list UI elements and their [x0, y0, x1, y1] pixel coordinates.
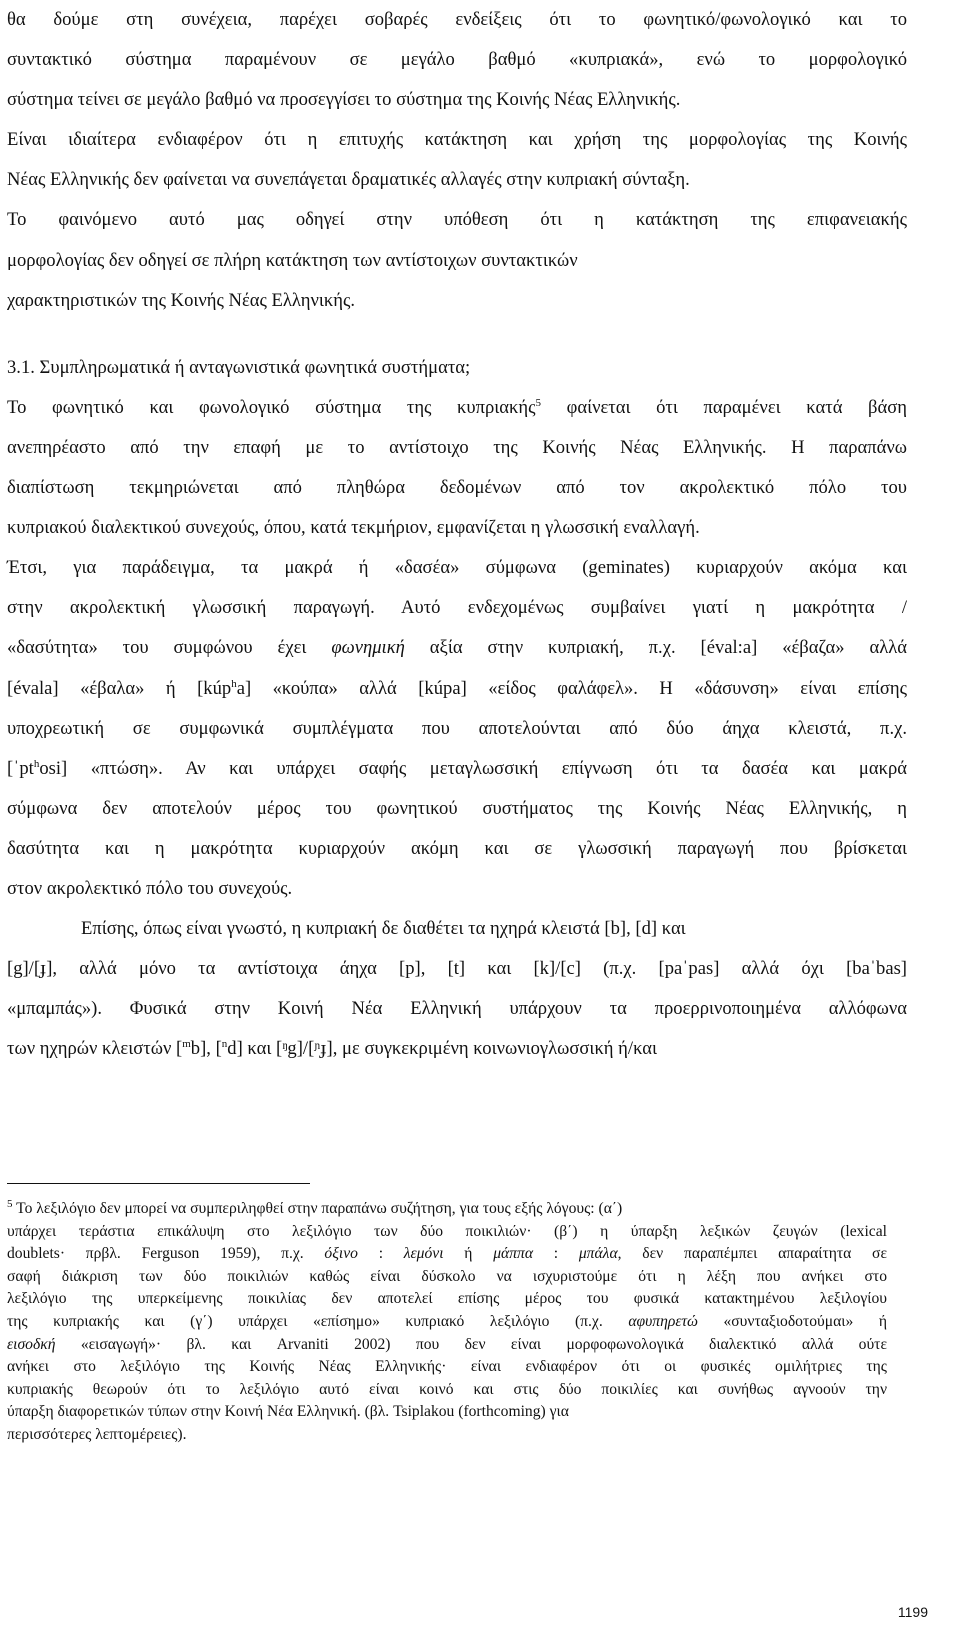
- footnote-ref[interactable]: 5: [535, 396, 541, 409]
- text-line: στον ακρολεκτικό πόλο του συνεχούς.: [7, 877, 293, 899]
- footnote-line: ύπαρξη διαφορετικών τύπων στην Κοινή Νέα Ελληνική. (βλ. Tsiplakou (forthcoming) για: [7, 1403, 569, 1421]
- text-line: κυπριακού διαλεκτικού συνεχούς, όπου, κατά τεκμήριον, εμφανίζεται η γλωσσική εναλλαγή.: [7, 517, 700, 539]
- text-line: μορφολογίας δεν οδηγεί σε πλήρη κατάκτηση των αντίστοιχων συντακτικών: [7, 249, 578, 271]
- text-line: συντακτικό σύστημα παραμένουν σε μεγάλο βαθμό «κυπριακά», ενώ το μορφολογικό: [7, 49, 907, 71]
- section-3-1: [7, 348, 907, 909]
- text-line: σύστημα τείνει σε μεγάλο βαθμό να προσεγγίσει το σύστημα της Κοινής Νέας Ελληνικής.: [7, 89, 681, 111]
- paragraph-gap: [7, 321, 907, 348]
- text-line: Επίσης, όπως είναι γνωστό, η κυπριακή δε διαθέτει τα ηχηρά κλειστά [b], [d] και: [81, 918, 686, 940]
- text-line: υποχρεωτική σε συμφωνικά συμπλέγματα που αποτελούνται από δύο άηχα κλειστά, π.χ.: [7, 717, 907, 739]
- section-heading: 3.1. Συμπληρωματικά ή ανταγωνιστικά φωνητικά συστήματα;: [7, 356, 471, 378]
- text-line: διαπίστωση τεκμηριώνεται από πληθώρα δεδομένων από τον ακρολεκτικό πόλο του: [7, 477, 907, 499]
- text-line: Έτσι, για παράδειγμα, τα μακρά ή «δασέα» σύμφωνα (geminates) κυριαρχούν ακόμα και: [7, 557, 907, 579]
- text-line: Το φωνητικό και φωνολογικό σύστημα της κυπριακής$^5$ φαίνεται ότι παραμένει κατά βάση: [7, 396, 907, 418]
- paragraph-intro: [7, 0, 907, 321]
- text-line: Είναι ιδιαίτερα ενδιαφέρον ότι η επιτυχής κατάκτηση και χρήση της μορφολογίας της Κοινής: [7, 129, 907, 151]
- text-line: [ˈpt$^h$osi] «πτώση». Αν και υπάρχει σαφής μεταγλωσσική επίγνωση ότι τα δασέα και μακρά: [7, 757, 907, 779]
- footnote-line: εισοδκή «εισαγωγή»· βλ. και Arvaniti 2002) που δεν είναι μορφοφωνολογικά διαλεκτικό αλλά ούτε: [7, 1335, 887, 1353]
- footnote-line: ανήκει στο λεξιλόγιο της Κοινής Νέας Ελληνικής· είναι ενδιαφέρον ότι οι φυσικές ομιλήτριες της: [7, 1358, 887, 1376]
- body-text: [7, 0, 907, 1069]
- footnote-line: κυπριακής θεωρούν ότι το λεξιλόγιο αυτό είναι κοινό και στις δύο ποικιλίες και συνήθως αγνοούν την: [7, 1380, 887, 1398]
- paragraph-3: [7, 909, 907, 1069]
- text-line: Νέας Ελληνικής δεν φαίνεται να συνεπάγεται δραματικές αλλαγές στην κυπριακή σύνταξη.: [7, 169, 690, 191]
- text-line: [g]/[ɟ], αλλά μόνο τα αντίστοιχα άηχα [p], [t] και [k]/[c] (π.χ. [paˈpas] αλλά όχι [baˈbas]: [7, 958, 907, 980]
- text-line: δασύτητα και η μακρότητα κυριαρχούν ακόμη και σε γλωσσική παραγωγή που βρίσκεται: [7, 837, 907, 859]
- footnote-line: της κυπριακής και (γ΄) υπάρχει «επίσημο» κυπριακό λεξιλόγιο (π.χ. αφυπηρετώ «συνταξιοδοτούμαι» ή: [7, 1312, 888, 1330]
- footnote-line: $^5$ Το λεξιλόγιο δεν μπορεί να συμπεριληφθεί στην παραπάνω συζήτηση, για τους εξής λόγους: (α΄): [7, 1197, 623, 1217]
- text-line: σύμφωνα δεν αποτελούν μέρος του φωνητικού συστήματος της Κοινής Νέας Ελληνικής, η: [7, 797, 907, 819]
- footnote-line: doublets· πρβλ. Ferguson 1959), π.χ. όξινο : λεμόνι ή μάππα : μπάλα, δεν παραπέμπει απαραίτητα σε: [7, 1245, 887, 1263]
- footnote-line: περισσότερες λεπτομέρειες).: [7, 1425, 187, 1443]
- text-line: ανεπηρέαστο από την επαφή με το αντίστοιχο της Κοινής Νέας Ελληνικής. Η παραπάνω: [7, 436, 907, 458]
- text-line: «μπαμπάς»). Φυσικά στην Κοινή Νέα Ελληνική υπάρχουν τα προερρινοποιημένα αλλόφωνα: [7, 998, 907, 1020]
- footnote-line: υπάρχει τεράστια επικάλυψη στο λεξιλόγιο των δύο ποικιλιών· (β΄) η ύπαρξη λεξικών ζευγών (lexical: [7, 1222, 887, 1240]
- text-line: Το φαινόμενο αυτό μας οδηγεί στην υπόθεση ότι η κατάκτηση της επιφανειακής: [7, 209, 907, 231]
- text-line: χαρακτηριστικών της Κοινής Νέας Ελληνικής.: [7, 289, 355, 311]
- text-line: στην ακρολεκτική γλωσσική παραγωγή. Αυτό ενδεχομένως συμβαίνει γιατί η μακρότητα /: [7, 597, 907, 619]
- footnote-separator: [7, 1183, 310, 1184]
- text-line: των ηχηρών κλειστών [$^m$b], [$^n$d] και [ᵑg]/[ᶮɟ], με συγκεκριμένη κοινωνιογλωσσική ή/και: [7, 1038, 658, 1060]
- page-number: 1199: [897, 1604, 928, 1620]
- footnote-5: [7, 1198, 887, 1447]
- footnote-line: λεξιλόγιο της υπερκείμενης ποικιλίας δεν αποτελεί επίσης μέρος του φυσικά κατακτημένου λεξιλογίου: [7, 1290, 887, 1308]
- text-line: «δασύτητα» του συμφώνου έχει φωνημική αξία στην κυπριακή, π.χ. [éval:a] «έβαζα» αλλά: [7, 637, 907, 659]
- text-line: [évala] «έβαλα» ή [kúp$^h$a] «κούπα» αλλά [kúpa] «είδος φαλάφελ». Η «δάσυνση» είναι επίσης: [7, 677, 908, 699]
- text-line: θα δούμε στη συνέχεια, παρέχει σοβαρές ενδείξεις ότι το φωνητικό/φωνολογικό και το: [7, 9, 907, 30]
- footnote-number: 5: [7, 1197, 13, 1210]
- footnote-line: σαφή διάκριση των δύο ποικιλιών καθώς είναι δύσκολο να ισχυριστούμε ότι η λέξη που ανήκει στο: [7, 1267, 887, 1285]
